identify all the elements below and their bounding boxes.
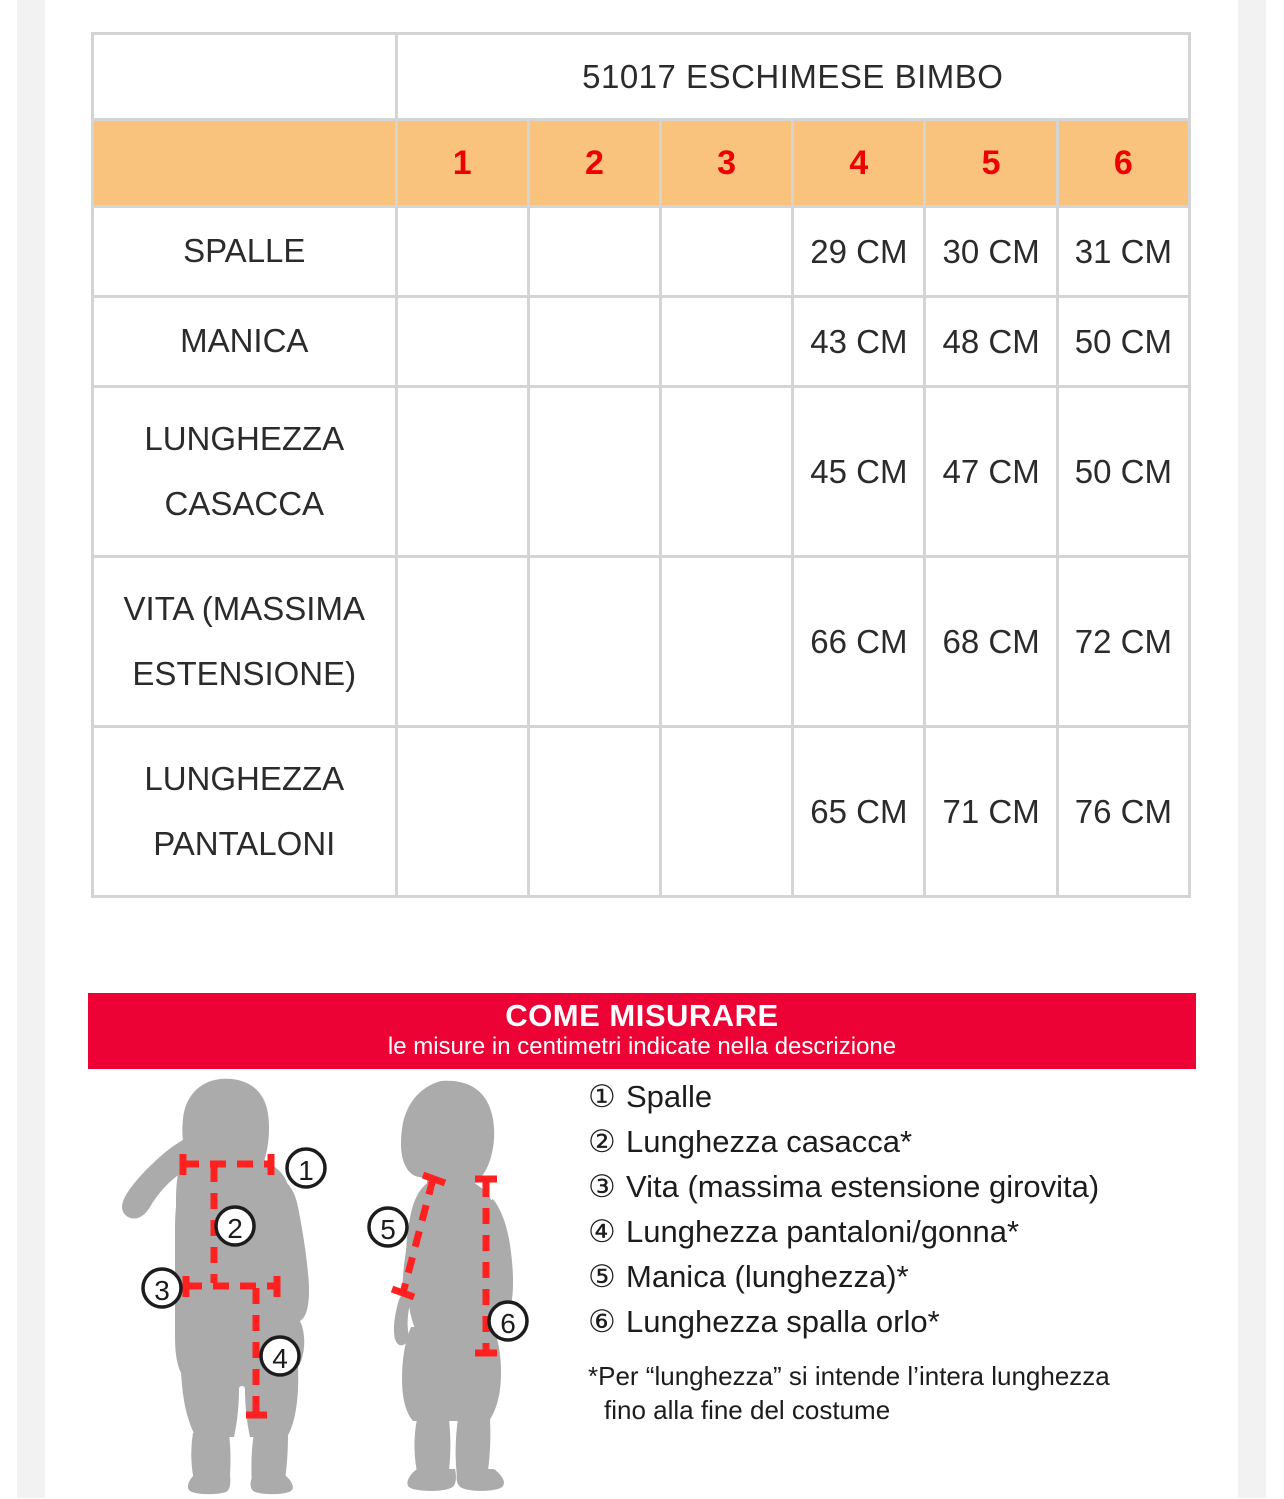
legend-number-6: ⑥ xyxy=(588,1304,616,1340)
cell-unavailable xyxy=(661,297,793,387)
cell-value: 29 CM xyxy=(793,207,925,297)
page-left-edge-strip xyxy=(17,0,45,1498)
legend-number-4: ④ xyxy=(588,1214,616,1250)
legend-number-2: ② xyxy=(588,1124,616,1160)
legend-label-2: Lunghezza casacca* xyxy=(626,1124,913,1160)
cell-value: 72 CM xyxy=(1057,557,1189,727)
legend-label-1: Spalle xyxy=(626,1079,713,1115)
legend-item-4 xyxy=(588,1214,1196,1250)
banner-subtitle: le misure in centimetri indicate nella descrizione xyxy=(387,1033,897,1061)
size-header-6: 6 xyxy=(1057,120,1189,207)
product-title: 51017 ESCHIMESE BIMBO xyxy=(396,34,1189,120)
legend-number-5: ⑤ xyxy=(588,1259,616,1295)
measurement-figures xyxy=(88,1069,588,1499)
row-label-line1: LUNGHEZZA xyxy=(144,760,345,798)
row-label-lunghezza-casacca xyxy=(93,387,397,557)
row-label-line2: CASACCA xyxy=(164,484,325,522)
row-label-line1: VITA (MASSIMA xyxy=(123,590,365,628)
table-row xyxy=(93,557,1190,727)
size-header-4: 4 xyxy=(793,120,925,207)
table-corner-cell xyxy=(93,34,397,120)
svg-text:5: 5 xyxy=(380,1214,396,1246)
row-label-spalle: SPALLE xyxy=(93,207,397,297)
callout-4 xyxy=(261,1337,299,1375)
row-label-vita xyxy=(93,557,397,727)
size-header-2: 2 xyxy=(528,120,660,207)
cell-unavailable xyxy=(396,297,528,387)
cell-unavailable xyxy=(528,727,660,897)
cell-unavailable xyxy=(396,207,528,297)
legend-number-1: ① xyxy=(588,1079,616,1115)
cell-unavailable xyxy=(661,207,793,297)
child-front-silhouette-icon xyxy=(108,1071,368,1496)
row-label-manica: MANICA xyxy=(93,297,397,387)
cell-value: 76 CM xyxy=(1057,727,1189,897)
cell-unavailable xyxy=(528,557,660,727)
cell-value: 48 CM xyxy=(925,297,1057,387)
callout-5 xyxy=(369,1208,407,1246)
size-header-3: 3 xyxy=(661,120,793,207)
callout-3 xyxy=(143,1269,181,1307)
how-to-measure-banner xyxy=(88,993,1196,1069)
size-table-container xyxy=(91,32,1191,898)
table-row xyxy=(93,207,1190,297)
cell-value: 45 CM xyxy=(793,387,925,557)
child-side-silhouette-icon xyxy=(365,1071,595,1496)
legend-item-6 xyxy=(588,1304,1196,1340)
banner-title: COME MISURARE xyxy=(505,998,779,1033)
svg-text:6: 6 xyxy=(500,1308,516,1340)
cell-unavailable xyxy=(661,387,793,557)
footnote-line1: *Per “lunghezza” si intende l’intera lunghezza xyxy=(588,1361,1110,1392)
cell-unavailable xyxy=(528,387,660,557)
cell-unavailable xyxy=(661,557,793,727)
legend-label-5: Manica (lunghezza)* xyxy=(626,1259,909,1295)
row-label-line1: LUNGHEZZA xyxy=(144,420,345,458)
page-right-edge-strip xyxy=(1238,0,1266,1498)
cell-unavailable xyxy=(528,297,660,387)
callout-2 xyxy=(216,1207,254,1245)
svg-text:4: 4 xyxy=(272,1343,288,1375)
size-chart-table xyxy=(91,32,1191,898)
cell-value: 71 CM xyxy=(925,727,1057,897)
footnote-line2: fino alla fine del costume xyxy=(604,1395,891,1426)
legend-number-3: ③ xyxy=(588,1169,616,1205)
cell-unavailable xyxy=(396,557,528,727)
cell-value: 66 CM xyxy=(793,557,925,727)
legend-item-2 xyxy=(588,1124,1196,1160)
cell-value: 43 CM xyxy=(793,297,925,387)
svg-text:2: 2 xyxy=(227,1213,243,1245)
callout-6 xyxy=(489,1302,527,1340)
row-label-line2: ESTENSIONE) xyxy=(132,654,357,692)
svg-text:1: 1 xyxy=(298,1155,314,1187)
size-header-1: 1 xyxy=(396,120,528,207)
cell-value: 68 CM xyxy=(925,557,1057,727)
measurement-legend xyxy=(588,1069,1196,1428)
cell-value: 50 CM xyxy=(1057,387,1189,557)
size-header-blank xyxy=(93,120,397,207)
cell-value: 65 CM xyxy=(793,727,925,897)
legend-label-4: Lunghezza pantaloni/gonna* xyxy=(626,1214,1020,1250)
cell-unavailable xyxy=(661,727,793,897)
table-row xyxy=(93,727,1190,897)
cell-value: 47 CM xyxy=(925,387,1057,557)
svg-text:3: 3 xyxy=(154,1275,170,1307)
cell-value: 50 CM xyxy=(1057,297,1189,387)
cell-unavailable xyxy=(528,207,660,297)
legend-label-6: Lunghezza spalla orlo* xyxy=(626,1304,940,1340)
legend-item-3 xyxy=(588,1169,1196,1205)
cell-value: 30 CM xyxy=(925,207,1057,297)
size-header-5: 5 xyxy=(925,120,1057,207)
table-title-row xyxy=(93,34,1190,120)
table-row xyxy=(93,387,1190,557)
size-header-row xyxy=(93,120,1190,207)
how-to-measure-body xyxy=(88,1069,1196,1499)
legend-item-5 xyxy=(588,1259,1196,1295)
callout-1 xyxy=(287,1149,325,1187)
legend-footnote xyxy=(588,1359,1196,1428)
legend-item-1 xyxy=(588,1079,1196,1115)
cell-value: 31 CM xyxy=(1057,207,1189,297)
row-label-lunghezza-pantaloni xyxy=(93,727,397,897)
cell-unavailable xyxy=(396,387,528,557)
cell-unavailable xyxy=(396,727,528,897)
row-label-line2: PANTALONI xyxy=(153,824,336,862)
how-to-measure-section xyxy=(88,993,1196,1499)
table-row xyxy=(93,297,1190,387)
legend-label-3: Vita (massima estensione girovita) xyxy=(626,1169,1100,1205)
